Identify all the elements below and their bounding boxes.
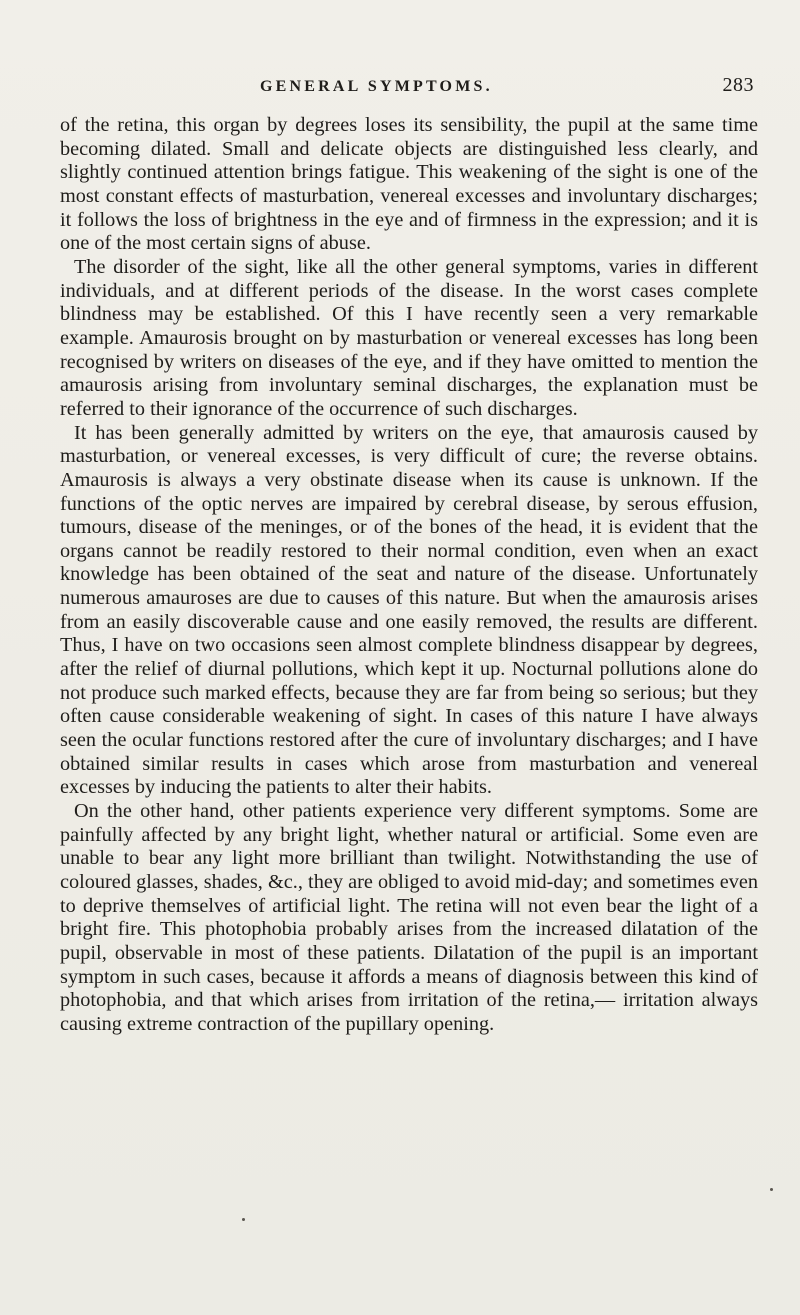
paragraph-4: On the other hand, other patients experience very different symptoms. Some are painfully affected by any bright light, whether natural or artificial. Some even are unable to bear any light more brilliant than twilight. Notwithstanding the use of coloured glasses, shades, &c., they are obliged to avoid mid-day; and sometimes even to deprive themselves of artificial light. The retina will not even bear the light of a bright fire. This photophobia probably arises from the increased dilatation of the pupil, observable in most of these patients. Dilatation of the pupil is an important symptom in such cases, because it affords a means of diagnosis between this kind of photophobia, and that which arises from irritation of the retina,— irritation always causing extreme contraction of the pupillary opening. xyxy=(60,800,758,1035)
print-speck xyxy=(242,1218,245,1221)
running-title: GENERAL SYMPTOMS. xyxy=(260,78,493,95)
page-number: 283 xyxy=(722,74,754,96)
paragraph-2: The disorder of the sight, like all the other general symptoms, varies in different individuals, and at different periods of the disease. In the worst cases complete blindness may be established. Of this I have recently seen a very remarkable example. Amaurosis brought on by masturbation or venereal excesses has long been recognised by writers on diseases of the eye, and if they have omitted to mention the amaurosis arising from involuntary seminal discharges, the explanation must be referred to their ignorance of the occurrence of such discharges. xyxy=(60,255,758,420)
paragraph-1: of the retina, this organ by degrees loses its sensibility, the pupil at the same time becoming dilated. Small and delicate objects are distinguished less clearly, and slightly continued attention brings fatigue. This weakening of the sight is one of the most constant effects of masturbation, venereal excesses and involuntary discharges; it follows the loss of brightness in the eye and of firmness in the expression; and it is one of the most certain signs of abuse. xyxy=(60,114,758,255)
body-text xyxy=(60,114,758,1037)
print-speck xyxy=(770,1188,773,1191)
page-header xyxy=(60,74,758,104)
paragraph-3: It has been generally admitted by writers on the eye, that amaurosis caused by masturbation, or venereal excesses, is very difficult of cure; the reverse obtains. Amaurosis is always a very obstinate disease when its cause is unknown. If the functions of the optic nerves are impaired by cerebral disease, by serous effusion, tumours, disease of the meninges, or of the bones of the head, it is evident that the organs cannot be readily restored to their normal condition, even when an exact knowledge has been obtained of the seat and nature of the disease. Unfortunately numerous amauroses are due to causes of this nature. But when the amaurosis arises from an easily discoverable cause and one easily removed, the results are different. Thus, I have on two occasions seen almost complete blindness disappear by degrees, after the relief of diurnal pollutions, which kept it up. Nocturnal pollutions alone do not produce such marked effects, because they are far from being so serious; but they often cause considerable weakening of sight. In cases of this nature I have always seen the ocular functions restored after the cure of involuntary discharges; and I have obtained similar results in cases which arose from masturbation and venereal excesses by inducing the patients to alter their habits. xyxy=(60,421,758,799)
